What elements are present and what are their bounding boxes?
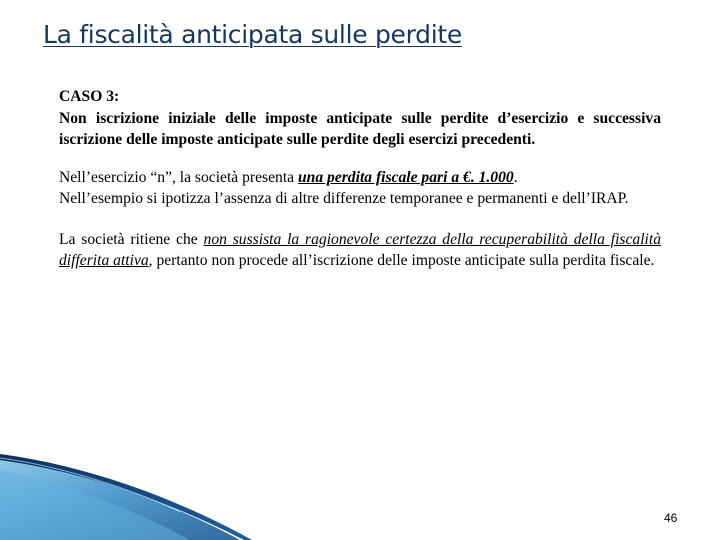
loss-statement-prefix: Nell’esercizio “n”, la società presenta [59, 168, 298, 186]
loss-statement-suffix: . [513, 168, 518, 186]
decorative-swoosh [0, 430, 720, 540]
assumption-statement: Nell’esempio si ipotizza l’assenza di altre differenze temporanee e permanenti e dell’IRAP. [59, 190, 629, 207]
page-number: 46 [664, 511, 678, 525]
conclusion-suffix: , pertanto non procede all’iscrizione delle imposte anticipate sulla perdita fiscale. [148, 252, 655, 269]
slide-title: La fiscalità anticipata sulle perdite [43, 20, 462, 49]
loss-amount-emphasis: una perdita fiscale pari a €. 1.000 [297, 168, 514, 186]
case-description: Non iscrizione iniziale delle imposte anticipate sulle perdite d’esercizio e successiva iscrizione delle imposte anticipate sulle perdite degli esercizi precedenti. [59, 109, 661, 148]
conclusion-emphasis: non sussista la ragionevole certezza della recuperabilità della fiscalità differita attiva [59, 230, 661, 269]
case-heading: CASO 3: [59, 88, 120, 105]
slide-content [59, 86, 661, 272]
loss-statement [59, 167, 661, 189]
conclusion-prefix: La società ritiene che [59, 230, 204, 248]
conclusion-paragraph [59, 229, 661, 272]
